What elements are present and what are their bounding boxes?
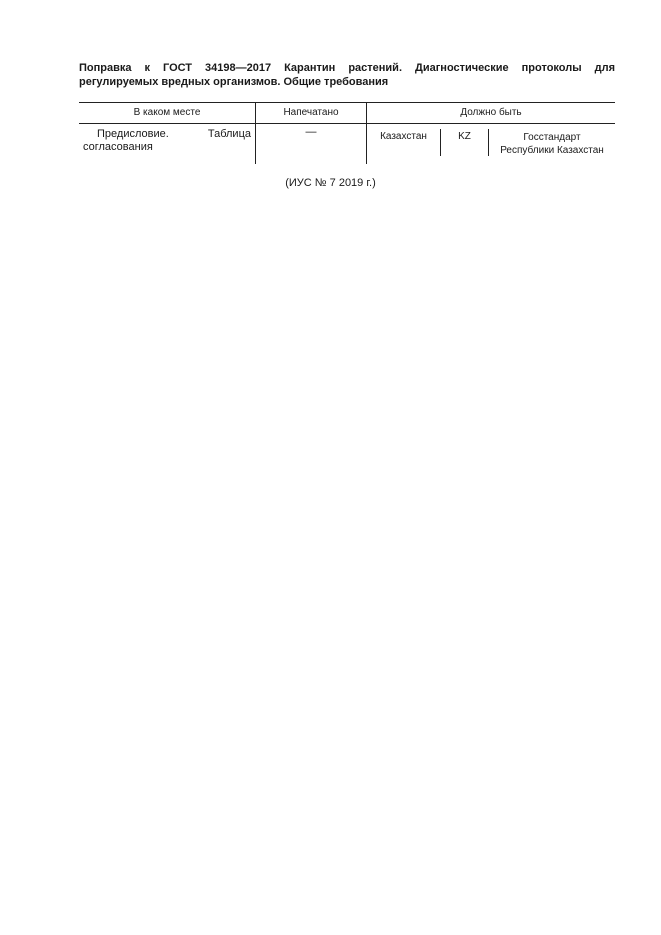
document-title: Поправка к ГОСТ 34198—2017 Карантин растений. Диагностические протоколы для регулируемых вредных организмов. Общие требования — [79, 62, 615, 88]
cell-organization — [489, 131, 615, 157]
organization-line-2: Республики Казахстан — [500, 145, 604, 156]
table-header-rule — [79, 123, 615, 124]
table-top-rule — [79, 102, 615, 103]
header-printed: Напечатано — [283, 107, 339, 118]
cell-country-code: KZ — [458, 131, 471, 142]
header-where: В каком месте — [133, 107, 201, 118]
cell-where — [83, 128, 251, 154]
cell-printed: — — [305, 126, 317, 138]
correction-table — [79, 102, 615, 164]
cell-country: Казахстан — [380, 131, 427, 142]
organization-line-1: Госстандарт — [523, 132, 581, 143]
source-reference: (ИУС № 7 2019 г.) — [285, 177, 376, 189]
header-should-be: Должно быть — [460, 107, 522, 118]
cell-where-text: Предисловие. Таблица согласования — [83, 128, 251, 153]
